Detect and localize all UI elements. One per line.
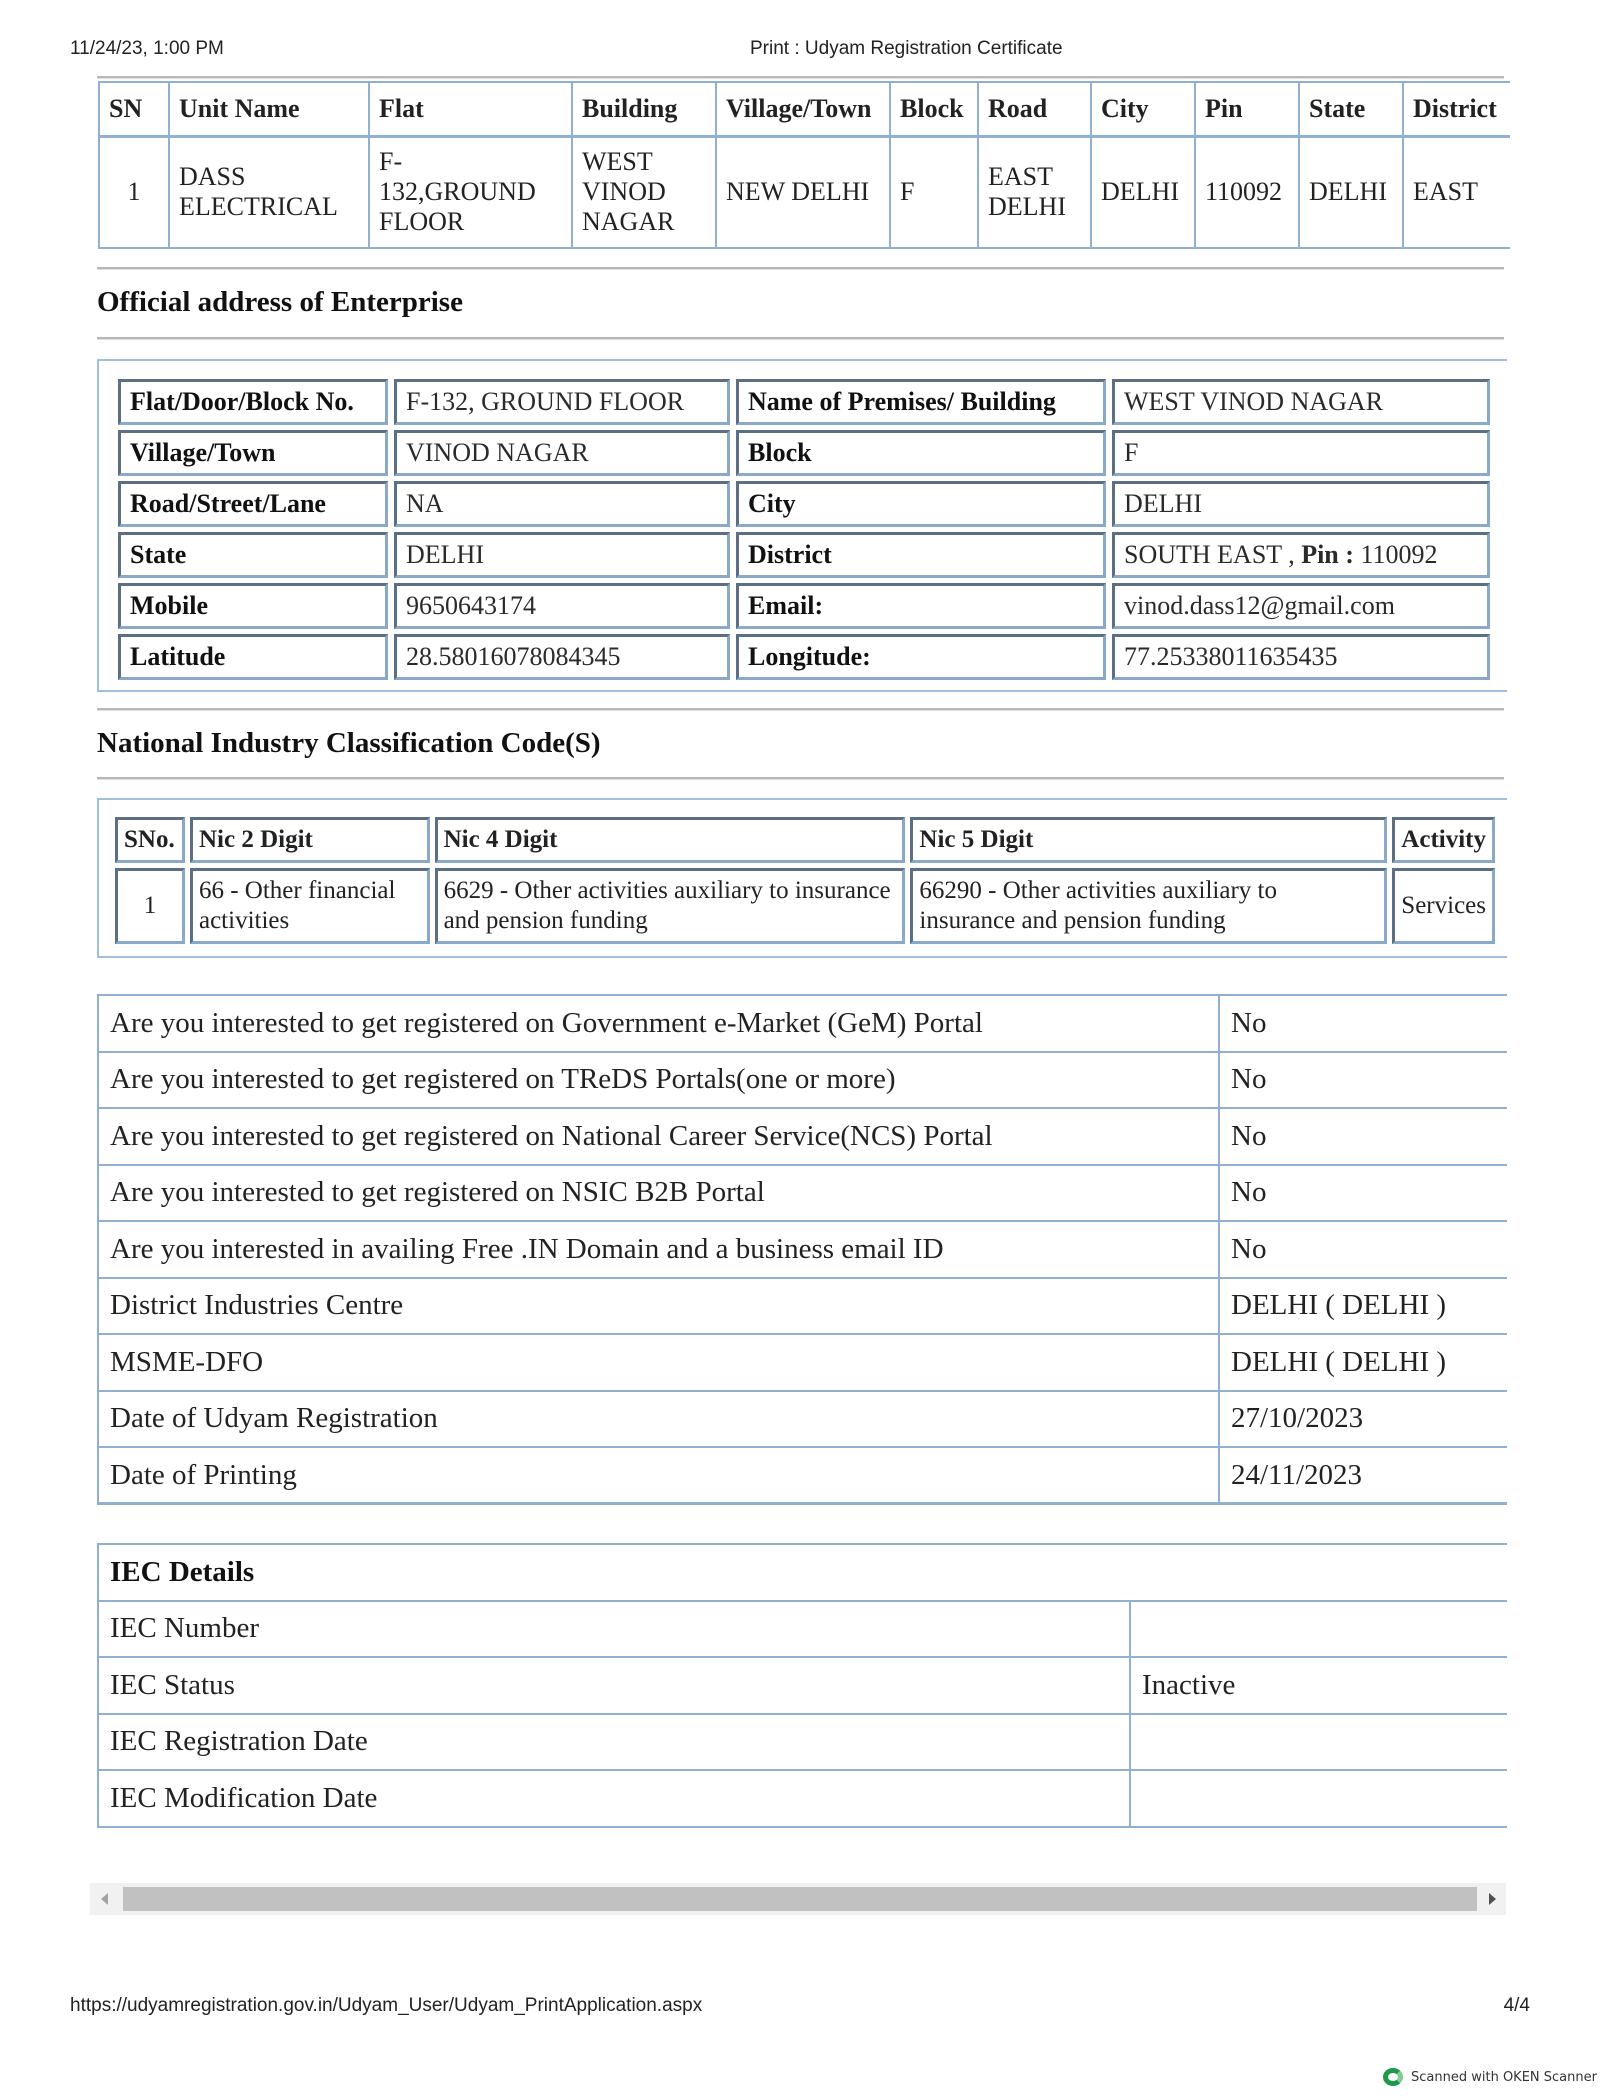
district-value: SOUTH EAST , [1124,540,1295,569]
unit-table-header-row [99,82,1510,136]
address-label: Latitude [118,634,388,680]
iec-row-status [98,1657,1507,1714]
iec-row-number [98,1601,1507,1658]
address-row [118,583,1490,629]
cell-pin: 110092 [1195,136,1299,248]
scroll-right-button[interactable] [1478,1883,1506,1915]
address-value: WEST VINOD NAGAR [1112,379,1490,425]
cell-unit-name: DASS ELECTRICAL [169,136,369,248]
col-header-sno: SNo. [115,817,185,863]
divider [97,777,1504,780]
info-value: No [1219,995,1507,1052]
address-label: State [118,532,388,578]
address-label: Longitude: [736,634,1106,680]
iec-value [1130,1601,1507,1658]
info-row-printing-date [98,1447,1507,1504]
iec-row-registration-date [98,1714,1507,1771]
iec-value [1130,1770,1507,1827]
col-header-district: District [1403,82,1510,136]
print-footer [70,1995,1530,2019]
address-label: Road/Street/Lane [118,481,388,527]
scrollbar-thumb[interactable] [123,1887,1477,1911]
info-value: DELHI ( DELHI ) [1219,1334,1507,1391]
cell-nic4: 6629 - Other activities auxiliary to insurance and pension funding [435,868,906,944]
info-label: Are you interested to get registered on TReDS Portals(one or more) [98,1052,1219,1109]
page-url: https://udyamregistration.gov.in/Udyam_User/Udyam_PrintApplication.aspx [70,1995,703,2016]
address-label: Name of Premises/ Building [736,379,1106,425]
divider [97,337,1504,340]
col-header-pin: Pin [1195,82,1299,136]
official-address-table [112,374,1496,685]
chevron-left-icon [101,1893,108,1905]
scanner-text: Scanned with OKEN Scanner [1411,2069,1597,2085]
info-label: Are you interested to get registered on National Career Service(NCS) Portal [98,1108,1219,1165]
scanner-watermark [1383,2068,1597,2086]
info-label: MSME-DFO [98,1334,1219,1391]
address-row [118,430,1490,476]
info-value: 27/10/2023 [1219,1391,1507,1448]
col-header-road: Road [978,82,1091,136]
table-row [99,136,1510,248]
info-label: District Industries Centre [98,1278,1219,1335]
divider [97,76,1504,79]
address-label: Mobile [118,583,388,629]
info-value: DELHI ( DELHI ) [1219,1278,1507,1335]
info-value: No [1219,1108,1507,1165]
address-label: Email: [736,583,1106,629]
page-number: 4/4 [1503,1995,1530,2016]
address-value: F [1112,430,1490,476]
address-label: Village/Town [118,430,388,476]
iec-label: IEC Status [98,1657,1130,1714]
address-value: 77.25338011635435 [1112,634,1490,680]
address-label: City [736,481,1106,527]
col-header-nic4: Nic 4 Digit [435,817,906,863]
divider [97,708,1504,711]
address-value: DELHI [1112,481,1490,527]
iec-details-table [97,1543,1507,1828]
horizontal-scrollbar[interactable] [90,1883,1506,1915]
info-row-dic [98,1278,1507,1335]
address-row [118,532,1490,578]
iec-value [1130,1714,1507,1771]
info-row-treds [98,1052,1507,1109]
col-header-sn: SN [99,82,169,136]
col-header-activity: Activity [1392,817,1495,863]
address-value: 9650643174 [394,583,730,629]
info-value: No [1219,1052,1507,1109]
cell-district: EAST [1403,136,1510,248]
nic-table [110,812,1500,949]
iec-label: IEC Registration Date [98,1714,1130,1771]
info-row-gem [98,995,1507,1052]
address-value: 28.58016078084345 [394,634,730,680]
print-title: Print : Udyam Registration Certificate [750,38,1063,59]
info-value: No [1219,1165,1507,1222]
iec-row-modification-date [98,1770,1507,1827]
address-value: NA [394,481,730,527]
print-header [70,38,1530,62]
cell-state: DELHI [1299,136,1403,248]
address-value: DELHI [394,532,730,578]
info-label: Are you interested to get registered on Government e-Market (GeM) Portal [98,995,1219,1052]
section-title-official-address: Official address of Enterprise [97,286,463,318]
iec-title-row [98,1544,1507,1601]
iec-title: IEC Details [98,1544,1507,1601]
address-value-district-pin [1112,532,1490,578]
pin-value: 110092 [1360,540,1438,569]
info-row-domain [98,1221,1507,1278]
cell-building: WEST VINOD NAGAR [572,136,716,248]
cell-nic5: 66290 - Other activities auxiliary to insurance and pension funding [910,868,1387,944]
scanner-logo-icon [1383,2068,1403,2086]
col-header-city: City [1091,82,1195,136]
info-label: Date of Printing [98,1447,1219,1504]
divider [97,267,1504,270]
section-title-nic: National Industry Classification Code(S) [97,727,601,759]
cell-city: DELHI [1091,136,1195,248]
col-header-state: State [1299,82,1403,136]
col-header-village-town: Village/Town [716,82,890,136]
pin-label: Pin : [1301,540,1354,569]
col-header-building: Building [572,82,716,136]
iec-value: Inactive [1130,1657,1507,1714]
col-header-nic5: Nic 5 Digit [910,817,1387,863]
chevron-right-icon [1489,1893,1496,1905]
info-label: Date of Udyam Registration [98,1391,1219,1448]
address-label: District [736,532,1106,578]
cell-village-town: NEW DELHI [716,136,890,248]
address-label: Block [736,430,1106,476]
col-header-nic2: Nic 2 Digit [190,817,430,863]
info-value: 24/11/2023 [1219,1447,1507,1504]
col-header-block: Block [890,82,978,136]
cell-nic2: 66 - Other financial activities [190,868,430,944]
address-value: F-132, GROUND FLOOR [394,379,730,425]
address-row [118,481,1490,527]
cell-flat: F- 132,GROUND FLOOR [369,136,572,248]
col-header-flat: Flat [369,82,572,136]
cell-sno: 1 [115,868,185,944]
iec-label: IEC Modification Date [98,1770,1130,1827]
scroll-left-button[interactable] [90,1883,118,1915]
cell-activity: Services [1392,868,1495,944]
table-row [115,868,1495,944]
address-value: vinod.dass12@gmail.com [1112,583,1490,629]
address-row [118,634,1490,680]
cell-block: F [890,136,978,248]
address-label: Flat/Door/Block No. [118,379,388,425]
cell-sn: 1 [99,136,169,248]
col-header-unit-name: Unit Name [169,82,369,136]
nic-header-row [115,817,1495,863]
info-row-msme-dfo [98,1334,1507,1391]
info-row-nsic [98,1165,1507,1222]
registration-info-table [97,994,1507,1505]
print-timestamp: 11/24/23, 1:00 PM [70,38,224,59]
unit-table [98,81,1510,249]
cell-road: EAST DELHI [978,136,1091,248]
address-value: VINOD NAGAR [394,430,730,476]
iec-label: IEC Number [98,1601,1130,1658]
info-row-ncs [98,1108,1507,1165]
address-row [118,379,1490,425]
info-value: No [1219,1221,1507,1278]
info-label: Are you interested to get registered on NSIC B2B Portal [98,1165,1219,1222]
info-label: Are you interested in availing Free .IN Domain and a business email ID [98,1221,1219,1278]
info-row-registration-date [98,1391,1507,1448]
